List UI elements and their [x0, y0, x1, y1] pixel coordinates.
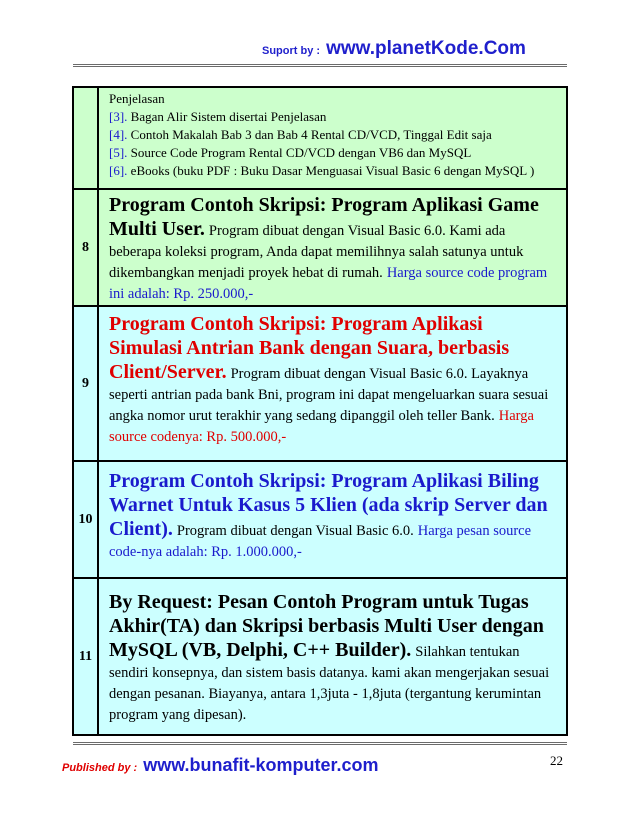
page-number: 22 — [550, 753, 563, 768]
table-row — [73, 578, 567, 735]
item-body: Program dibuat dengan Visual Basic 6.0. — [176, 523, 414, 539]
table-row — [73, 306, 567, 461]
row-number — [73, 87, 98, 189]
table-row — [73, 189, 567, 306]
item-text: eBooks (buku PDF : Buku Dasar Menguasai Visual Basic 6 dengan MySQL ) — [130, 163, 535, 178]
table-row — [73, 87, 567, 189]
item-tag: [6]. — [109, 163, 128, 178]
footer-prefix: Published by : — [62, 762, 138, 774]
item-text: Source Code Program Rental CD/VCD dengan VB6 dan MySQL — [130, 145, 472, 160]
header-site-link[interactable]: www.planetKode.Com — [326, 38, 526, 59]
item-body: Program dibuat dengan Visual Basic 6.0. Kami ada beberapa koleksi program, Anda dapat memilihnya salah satunya untuk dikembangkan menjadi proyek hebat di rumah. — [109, 223, 524, 281]
row-content — [98, 461, 567, 578]
row-number: 8 — [73, 189, 98, 306]
header-rule — [73, 64, 567, 67]
item-title: Program Contoh Skripsi: Program Aplikasi Biling Warnet Untuk Kasus 5 Klien (ada skrip Server dan Client). — [109, 470, 548, 540]
row-content — [98, 306, 567, 461]
row-content — [98, 189, 567, 306]
item-title: Program Contoh Skripsi: Program Aplikasi Simulasi Antrian Bank dengan Suara, berbasis Client/Server. — [109, 313, 510, 383]
item-body: Program dibuat dengan Visual Basic 6.0. Layaknya seperti antrian pada bank Bni, program ini dapat mengeluarkan suara sesuai angka nomor urut terakhir yang sedang dipanggil oleh teller Bank. — [109, 366, 549, 424]
item-title: Program Contoh Skripsi: Program Aplikasi Game Multi User. — [109, 194, 539, 240]
row-number: 11 — [73, 578, 98, 735]
row-number: 10 — [73, 461, 98, 578]
page-footer — [62, 755, 379, 776]
list-item — [109, 126, 561, 144]
page-header — [262, 38, 526, 60]
line-text: Penjelasan — [109, 91, 165, 106]
list-item — [109, 162, 561, 180]
product-table — [72, 86, 568, 736]
item-title: By Request: Pesan Contoh Program untuk Tugas Akhir(TA) dan Skripsi berbasis Multi User dengan MySQL (VB, Delphi, C++ Builder). — [109, 591, 544, 661]
item-tag: [5]. — [109, 145, 128, 160]
row-content — [98, 578, 567, 735]
footer-rule — [73, 742, 567, 745]
item-tag: [4]. — [109, 127, 128, 142]
item-body: Silahkan tentukan sendiri konsepnya, dan sistem basis datanya. kami akan mengerjakan sesuai dengan pesanan. Biayanya, antara 1,3juta - 1,8juta (tergantung kerumintan program yang dipesan). — [109, 644, 550, 723]
item-tag: [3]. — [109, 109, 128, 124]
row-number: 9 — [73, 306, 98, 461]
item-text: Bagan Alir Sistem disertai Penjelasan — [130, 109, 327, 124]
table-row — [73, 461, 567, 578]
footer-site-link[interactable]: www.bunafit-komputer.com — [143, 755, 379, 775]
item-text: Contoh Makalah Bab 3 dan Bab 4 Rental CD/VCD, Tinggal Edit saja — [130, 127, 492, 142]
list-item — [109, 108, 561, 126]
row-content — [98, 87, 567, 189]
list-item — [109, 144, 561, 162]
item-price: Harga pesan source code-nya adalah: Rp. 1.000.000,- — [109, 523, 532, 560]
item-price: Harga source codenya: Rp. 500.000,- — [109, 408, 534, 445]
header-prefix: Suport by : — [262, 45, 321, 57]
item-price: Harga source code program ini adalah: Rp. 250.000,- — [109, 265, 548, 302]
